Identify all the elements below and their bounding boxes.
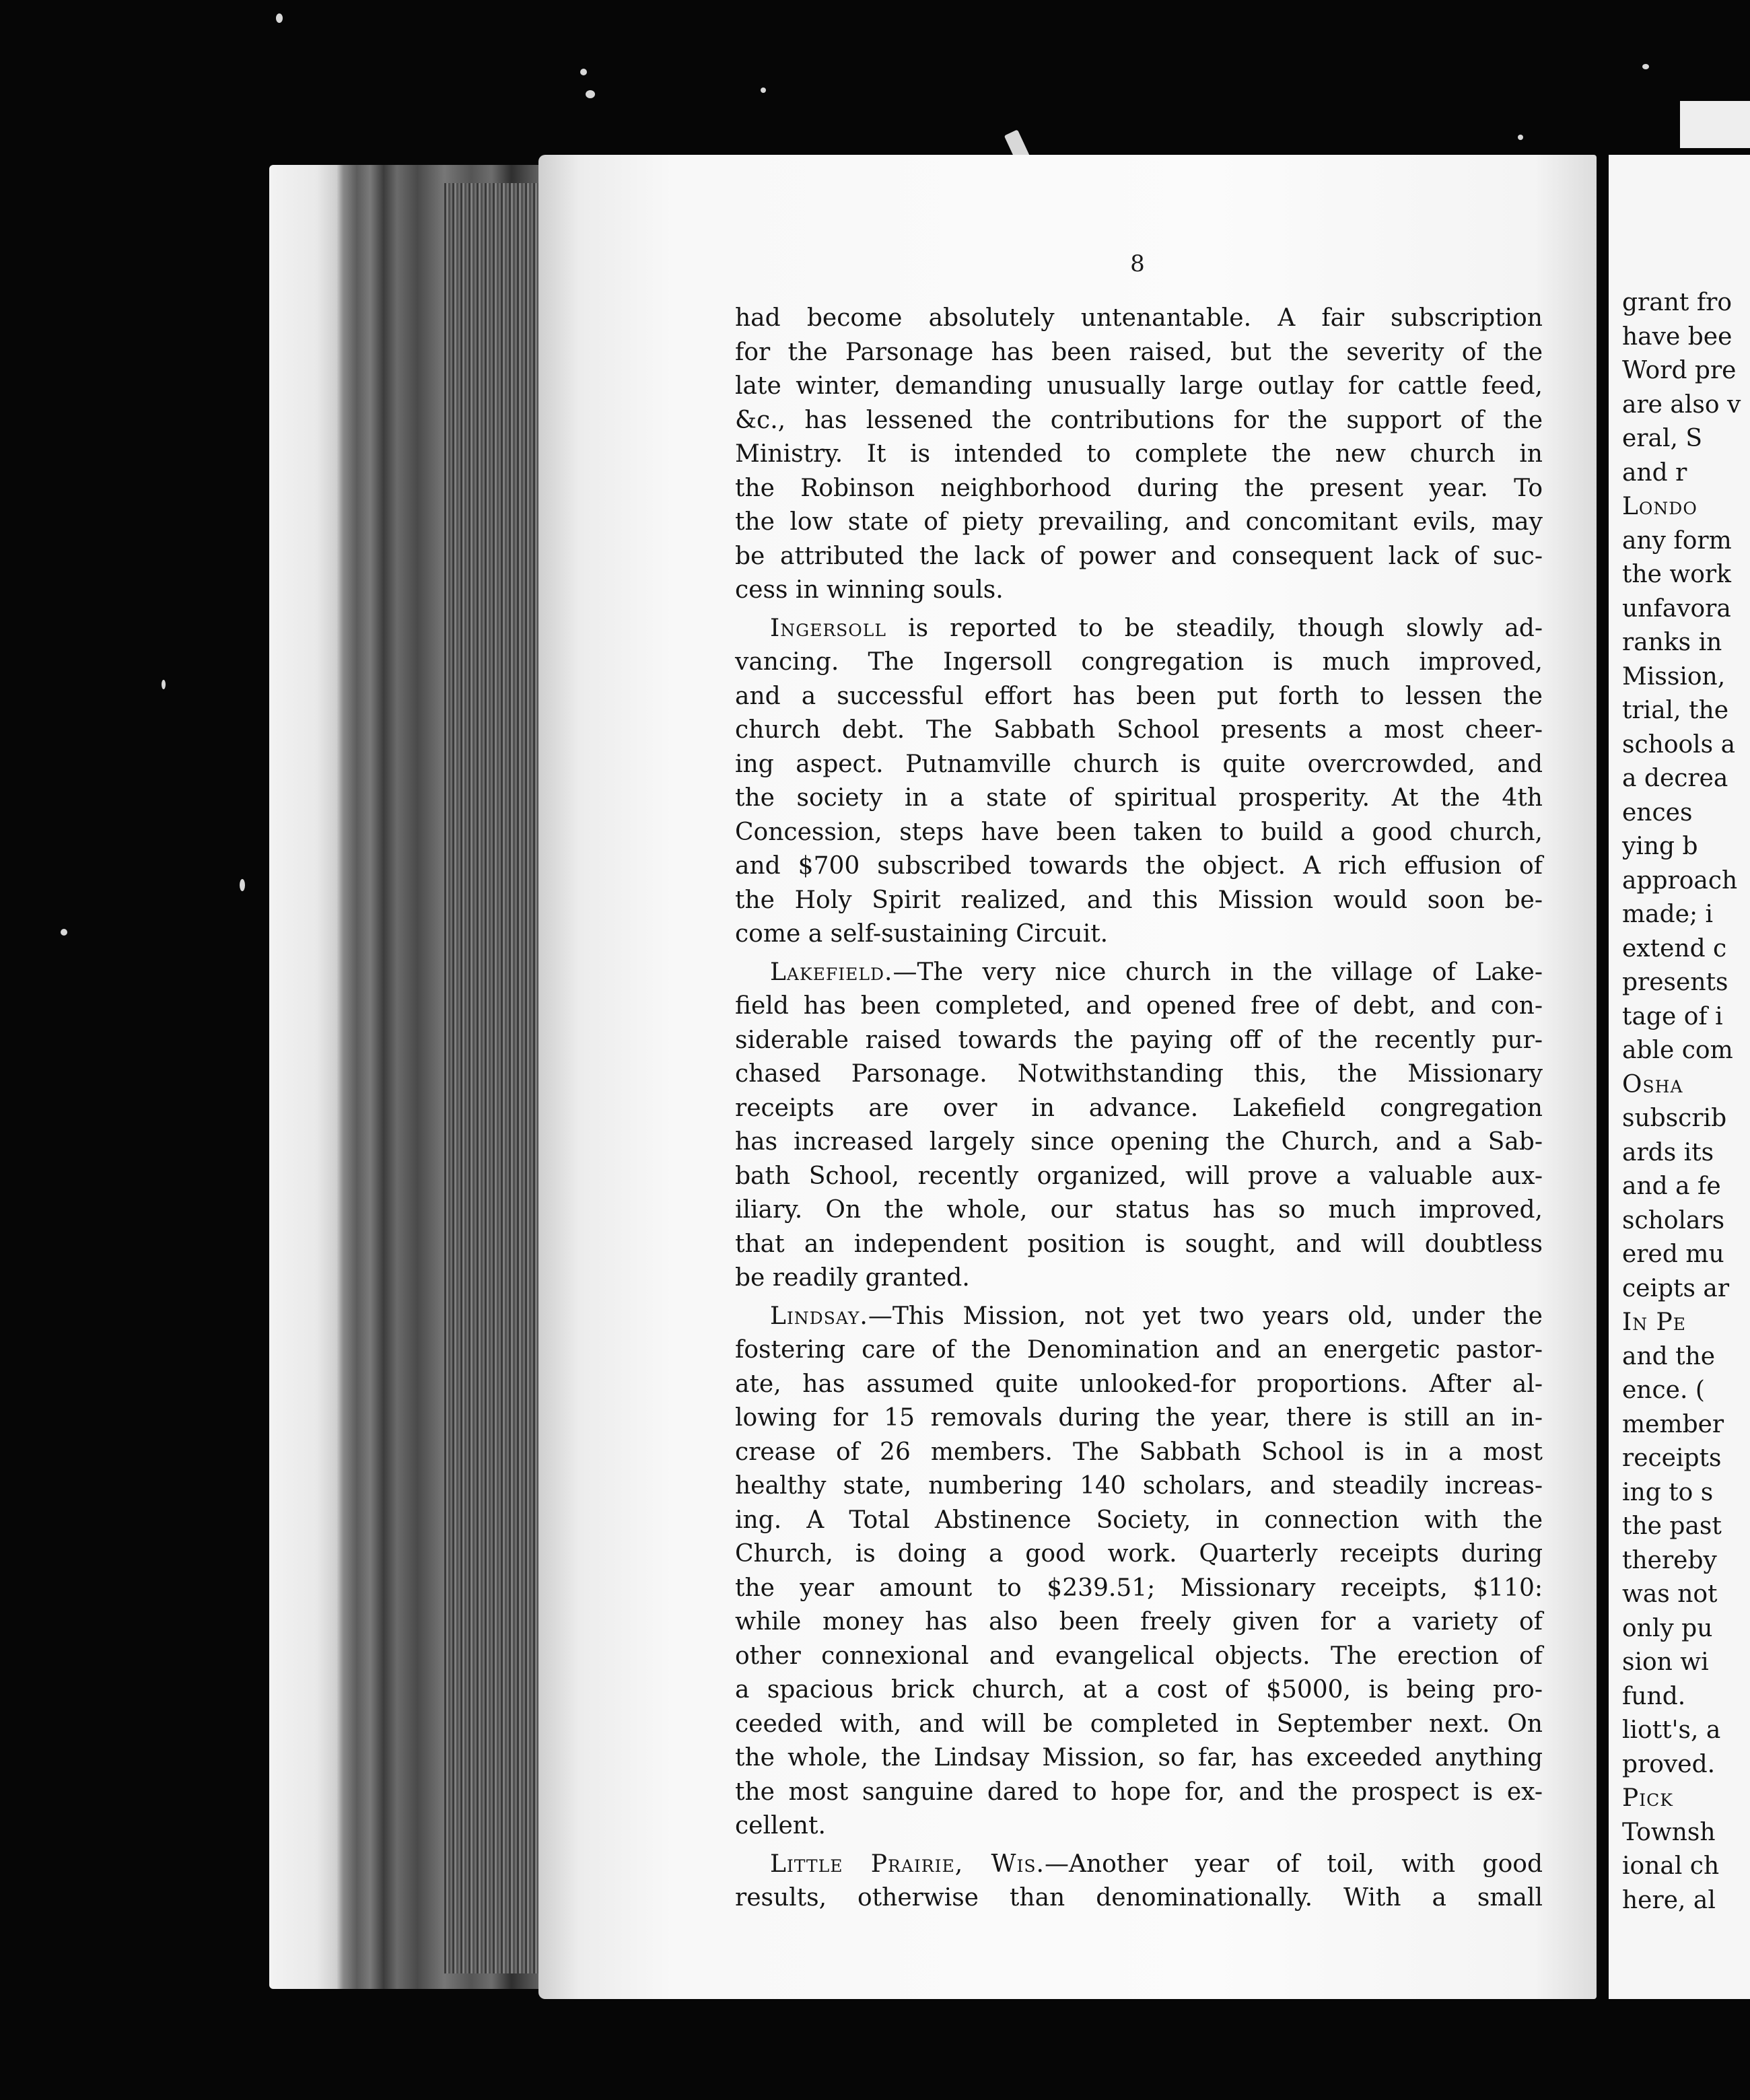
facing-line: ranks in	[1622, 629, 1722, 656]
text-line: and a successful effort has been put forth to lessen the	[735, 682, 1543, 710]
paragraph	[735, 956, 1543, 1296]
text-line: be readily granted.	[735, 1264, 970, 1292]
facing-line: ence. (	[1622, 1376, 1705, 1404]
text-line: church debt. The Sabbath School presents a most cheer-	[735, 716, 1543, 744]
facing-line: able com	[1622, 1037, 1733, 1064]
section-heading: Ingersoll	[770, 614, 886, 642]
facing-line: a decrea	[1622, 765, 1728, 792]
text-line: ate, has assumed quite unlooked-for proportions. After al-	[735, 1370, 1543, 1398]
text-line: ing aspect. Putnamville church is quite overcrowded, and	[735, 750, 1543, 778]
paragraph	[735, 1300, 1543, 1844]
facing-line: scholars	[1622, 1206, 1725, 1234]
text-line: iliary. On the whole, our status has so much improved,	[735, 1196, 1543, 1224]
dust-speck	[1642, 64, 1649, 69]
facing-line: thereby	[1622, 1546, 1717, 1574]
facing-line: Townsh	[1622, 1818, 1716, 1846]
facing-line: and r	[1622, 458, 1687, 487]
facing-line: ional ch	[1622, 1852, 1720, 1880]
text-line: the whole, the Lindsay Mission, so far, has exceeded anything	[735, 1744, 1543, 1772]
facing-line: the work	[1622, 561, 1731, 588]
facing-line: trial, the	[1622, 697, 1729, 724]
text-line: the Holy Spirit realized, and this Mission would soon be-	[735, 886, 1543, 914]
text-line: crease of 26 members. The Sabbath School is in a most	[735, 1438, 1543, 1466]
facing-line: and a fe	[1622, 1172, 1721, 1200]
text-line: the most sanguine dared to hope for, and the prospect is ex-	[735, 1778, 1543, 1806]
dust-speck	[586, 90, 595, 98]
text-line: the society in a state of spiritual prosperity. At the 4th	[735, 784, 1543, 812]
text-line	[735, 1300, 1543, 1334]
facing-line: fund.	[1622, 1682, 1686, 1710]
text-line: the Robinson neighborhood during the present year. To	[735, 474, 1543, 502]
facing-line: presents	[1622, 969, 1728, 996]
text-line: results, otherwise than denominationally. With a small	[735, 1884, 1543, 1912]
facing-line: Osha	[1622, 1070, 1683, 1098]
line-text: is reported to be steadily, though slowly ad-	[886, 614, 1543, 642]
facing-page-cropped	[1609, 155, 1750, 1999]
text-line: field has been completed, and opened free of debt, and con-	[735, 992, 1543, 1020]
page-stack-edge	[444, 183, 552, 1973]
text-line	[735, 956, 1543, 990]
facing-line: are also v	[1622, 390, 1741, 419]
line-text: —This Mission, not yet two years old, under the	[868, 1302, 1543, 1330]
facing-line: Mission,	[1622, 662, 1726, 691]
facing-line: liott's, a	[1622, 1716, 1721, 1744]
dust-speck	[61, 929, 67, 936]
page-body-text	[735, 302, 1543, 1916]
facing-line: tage of i	[1622, 1002, 1723, 1030]
section-heading: Little Prairie, Wis.	[770, 1850, 1045, 1878]
text-line: Church, is doing a good work. Quarterly receipts during	[735, 1540, 1543, 1568]
facing-line: ceipts ar	[1622, 1274, 1730, 1302]
text-line: lowing for 15 removals during the year, there is still an in-	[735, 1404, 1543, 1432]
facing-line: have bee	[1622, 322, 1733, 351]
facing-line: eral, S	[1622, 425, 1703, 452]
text-line: chased Parsonage. Notwithstanding this, the Missionary	[735, 1060, 1543, 1088]
facing-line: and the	[1622, 1342, 1716, 1370]
dust-speck	[1518, 135, 1523, 140]
facing-line: unfavora	[1622, 594, 1731, 623]
facing-line: proved.	[1622, 1750, 1716, 1778]
facing-line: sion wi	[1622, 1648, 1709, 1676]
facing-line: receipts	[1622, 1444, 1722, 1472]
facing-line: any form	[1622, 526, 1732, 555]
facing-line: Word pre	[1622, 357, 1737, 384]
facing-page-text	[1622, 286, 1750, 1918]
dust-speck	[761, 88, 766, 93]
line-text: —Another year of toil, with good	[1044, 1850, 1543, 1878]
text-line: had become absolutely untenantable. A fair subscription	[735, 304, 1543, 332]
text-line: ceeded with, and will be completed in September next. On	[735, 1710, 1543, 1738]
dust-speck	[580, 69, 587, 75]
line-text: —The very nice church in the village of Lake-	[893, 958, 1543, 986]
facing-line: ered mu	[1622, 1240, 1724, 1268]
text-line: vancing. The Ingersoll congregation is much improved,	[735, 648, 1543, 676]
text-line: fostering care of the Denomination and an energetic pastor-	[735, 1336, 1543, 1364]
text-line: late winter, demanding unusually large outlay for cattle feed,	[735, 372, 1543, 400]
facing-line: ing to s	[1622, 1478, 1714, 1506]
paragraph	[735, 302, 1543, 608]
facing-line: ying b	[1622, 833, 1698, 860]
text-line: healthy state, numbering 140 scholars, and steadily increas-	[735, 1472, 1543, 1500]
page-number: 8	[1130, 250, 1145, 277]
facing-line: Londo	[1622, 493, 1698, 520]
text-line: while money has also been freely given for a variety of	[735, 1608, 1543, 1636]
text-line: has increased largely since opening the Church, and a Sab-	[735, 1128, 1543, 1156]
facing-line: grant fro	[1622, 289, 1733, 316]
dust-speck	[240, 879, 245, 891]
text-line: receipts are over in advance. Lakefield congregation	[735, 1094, 1543, 1122]
text-line: Ministry. It is intended to complete the new church in	[735, 440, 1543, 468]
facing-line: ences	[1622, 798, 1693, 827]
text-line: bath School, recently organized, will prove a valuable aux-	[735, 1162, 1543, 1190]
facing-page-corner	[1680, 101, 1750, 148]
text-line: be attributed the lack of power and consequent lack of suc-	[735, 542, 1543, 570]
facing-line: ards its	[1622, 1138, 1714, 1166]
dust-speck	[276, 13, 283, 23]
facing-line: made; i	[1622, 901, 1714, 928]
paragraph	[735, 1848, 1543, 1916]
text-line: the low state of piety prevailing, and concomitant evils, may	[735, 508, 1543, 536]
facing-line: schools a	[1622, 730, 1736, 759]
facing-line: here, al	[1622, 1886, 1716, 1914]
text-line: Concession, steps have been taken to build a good church,	[735, 818, 1543, 846]
text-line: &c., has lessened the contributions for the support of the	[735, 406, 1543, 434]
text-line: come a self-sustaining Circuit.	[735, 920, 1109, 948]
text-line: cess in winning souls.	[735, 576, 1004, 604]
text-line: a spacious brick church, at a cost of $5000, is being pro-	[735, 1676, 1543, 1704]
dust-speck	[162, 680, 166, 689]
section-heading: Lakefield.	[770, 958, 893, 986]
text-line: that an independent position is sought, and will doubtless	[735, 1230, 1543, 1258]
section-heading: Lindsay.	[770, 1302, 868, 1330]
facing-line: was not	[1622, 1580, 1718, 1608]
facing-line: In Pe	[1622, 1308, 1687, 1336]
facing-line: Pick	[1622, 1784, 1673, 1812]
text-line: other connexional and evangelical objects. The erection of	[735, 1642, 1543, 1670]
facing-line: only pu	[1622, 1614, 1713, 1642]
facing-line: subscrib	[1622, 1105, 1727, 1132]
text-line: siderable raised towards the paying off of the recently pur-	[735, 1026, 1543, 1054]
facing-line: approach	[1622, 866, 1738, 895]
text-line: and $700 subscribed towards the object. A rich effusion of	[735, 852, 1543, 880]
text-line: the year amount to $239.51; Missionary receipts, $110:	[735, 1574, 1543, 1602]
text-line: ing. A Total Abstinence Society, in connection with the	[735, 1506, 1543, 1534]
facing-line: extend c	[1622, 934, 1727, 963]
text-line	[735, 612, 1543, 646]
text-line	[735, 1848, 1543, 1882]
paragraph	[735, 612, 1543, 952]
facing-line: the past	[1622, 1512, 1722, 1540]
text-line: for the Parsonage has been raised, but the severity of the	[735, 338, 1543, 366]
facing-line: member	[1622, 1410, 1724, 1438]
text-line: cellent.	[735, 1812, 826, 1840]
